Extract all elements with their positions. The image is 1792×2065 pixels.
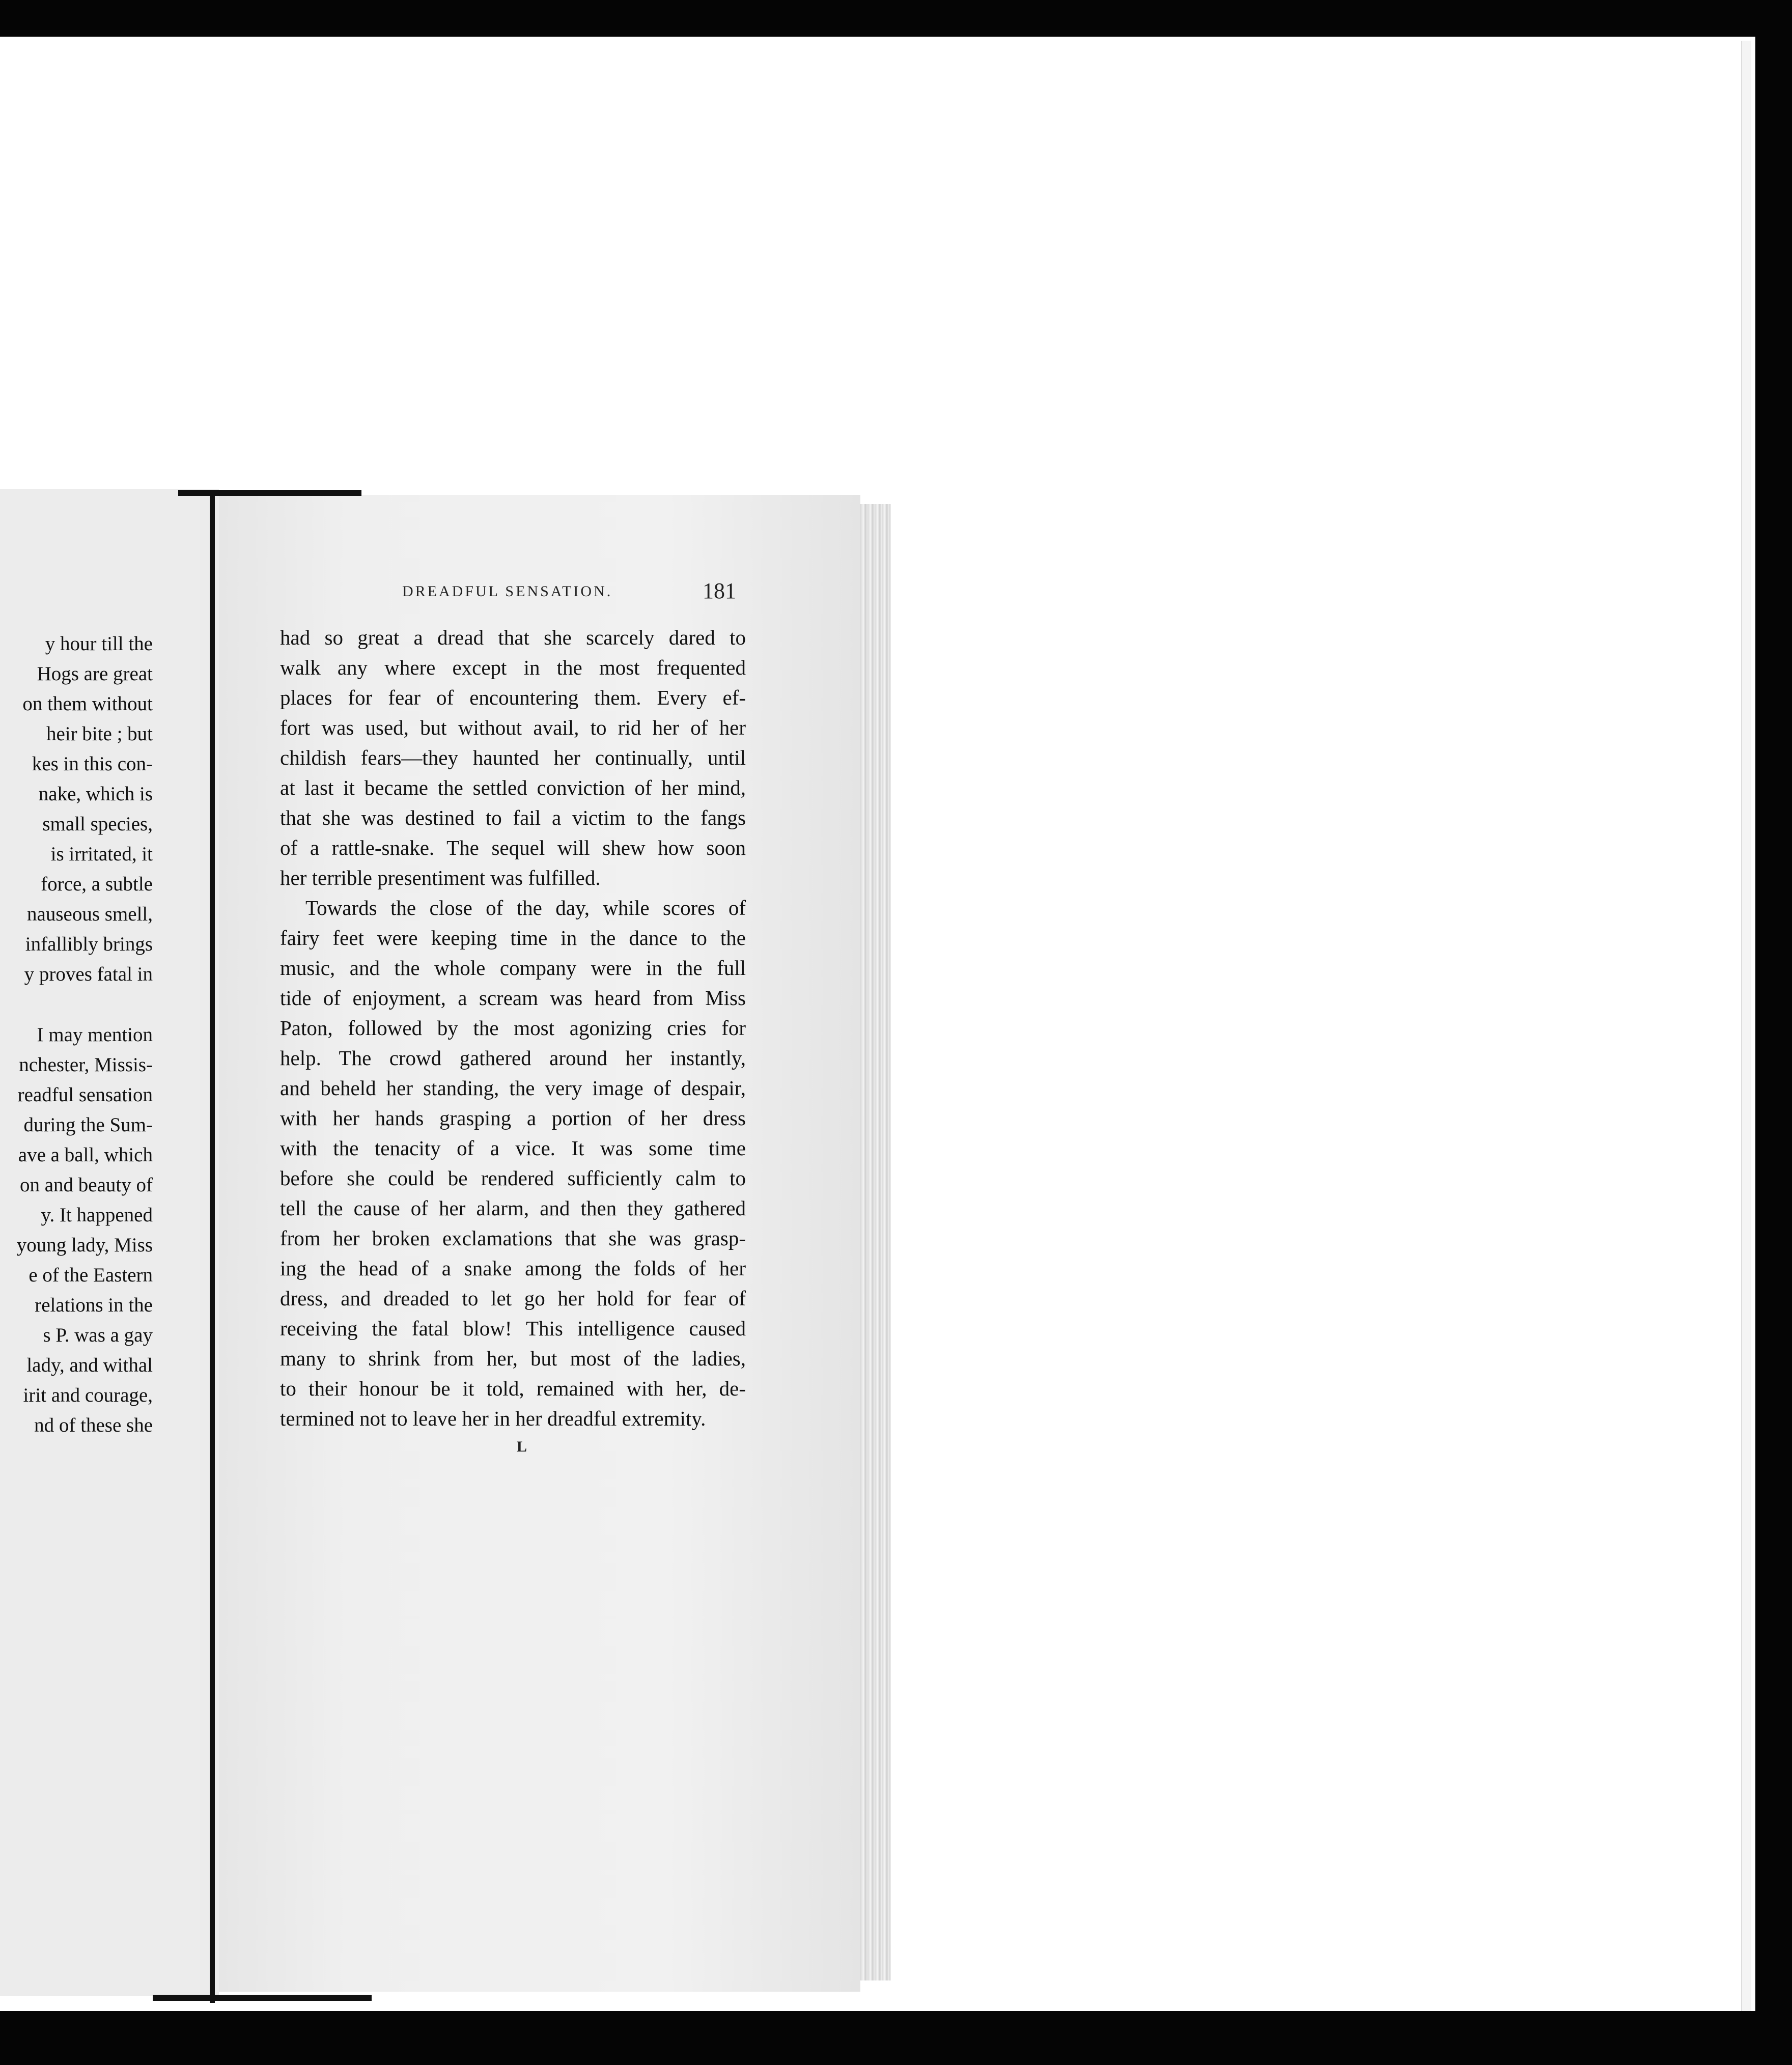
body-text-line: fort was used, but without avail, to rid her of her [280, 716, 746, 739]
left-page-line: nchester, Missis- [19, 1054, 153, 1076]
body-text-line: of a rattle-snake. The sequel will shew how soon [280, 836, 746, 859]
left-facing-page [0, 489, 219, 1996]
left-page-line: Hogs are great [37, 663, 153, 685]
left-page-line: lady, and withal [26, 1354, 153, 1376]
left-page-line: y hour till the [45, 633, 153, 655]
page-edges [860, 504, 891, 1980]
body-text-line: that she was destined to fail a victim to the fangs [280, 806, 746, 829]
body-text-line: help. The crowd gathered around her instantly, [280, 1046, 746, 1070]
left-page-line: infallibly brings [25, 933, 153, 955]
left-page-line: s P. was a gay [43, 1324, 153, 1346]
film-frame-right [1755, 0, 1792, 2065]
page-clip-top [178, 490, 361, 496]
left-page-line: on and beauty of [19, 1174, 153, 1196]
body-text-line: from her broken exclamations that she was grasp- [280, 1226, 746, 1250]
left-page-line: force, a subtle [41, 873, 153, 895]
left-page-line: relations in the [35, 1294, 153, 1316]
left-page-line: kes in this con- [32, 753, 153, 775]
left-page-line: is irritated, it [50, 843, 153, 865]
left-page-line: small species, [42, 813, 153, 835]
left-page-line: y proves fatal in [24, 963, 153, 985]
left-page-line: during the Sum- [23, 1114, 153, 1136]
page-number: 181 [703, 578, 736, 603]
left-page-line: nake, which is [38, 783, 153, 805]
left-page-line: nd of these she [34, 1414, 153, 1436]
body-text-line: at last it became the settled conviction of her mind, [280, 776, 746, 799]
body-text-line: Paton, followed by the most agonizing cries for [280, 1016, 746, 1040]
left-page-line: on them without [22, 693, 153, 715]
body-text-line: fairy feet were keeping time in the dance to the [280, 926, 746, 950]
body-text-line: to their honour be it told, remained with her, de- [280, 1377, 746, 1400]
body-text-line: and beheld her standing, the very image of despair, [280, 1076, 746, 1100]
left-page-line: I may mention [37, 1024, 153, 1046]
body-text-line: childish fears—they haunted her continually, until [280, 746, 746, 769]
body-text-line: termined not to leave her in her dreadful extremity. [280, 1407, 706, 1430]
body-text-line: music, and the whole company were in the full [280, 956, 746, 980]
body-text-line: her terrible presentiment was fulfilled. [280, 866, 601, 889]
body-text-line: Towards the close of the day, while scores of [305, 896, 746, 919]
left-page-line: young lady, Miss [16, 1234, 153, 1256]
left-page-line: e of the Eastern [29, 1264, 153, 1286]
left-page-line: heir bite ; but [46, 723, 153, 745]
signature-mark: L [517, 1438, 527, 1455]
film-frame-top [0, 0, 1792, 37]
body-text-line: with her hands grasping a portion of her dress [280, 1106, 746, 1130]
left-page-line: ave a ball, which [18, 1144, 153, 1166]
body-text-line: walk any where except in the most frequented [280, 656, 746, 679]
body-text-line: before she could be rendered sufficiently calm to [280, 1166, 746, 1190]
film-frame-inner-edge [1741, 41, 1751, 2011]
body-text-line: dress, and dreaded to let go her hold for fear of [280, 1287, 746, 1310]
left-page-line: irit and courage, [23, 1384, 153, 1406]
body-text-line: ing the head of a snake among the folds of her [280, 1257, 746, 1280]
film-frame-bottom [0, 2011, 1792, 2065]
page-clip-bar [210, 490, 215, 2003]
body-text-line: many to shrink from her, but most of the ladies, [280, 1347, 746, 1370]
body-text-line: tide of enjoyment, a scream was heard from Miss [280, 986, 746, 1010]
page-clip-bottom [153, 1995, 372, 2001]
left-page-line: nauseous smell, [27, 903, 153, 925]
body-text-line: places for fear of encountering them. Every ef- [280, 686, 746, 709]
left-page-line: y. It happened [41, 1204, 153, 1226]
body-text-line: had so great a dread that she scarcely dared to [280, 626, 746, 649]
body-text-line: tell the cause of her alarm, and then they gathered [280, 1196, 746, 1220]
body-text-line: with the tenacity of a vice. It was some time [280, 1136, 746, 1160]
running-head: DREADFUL SENSATION. [402, 583, 613, 600]
left-page-line: readful sensation [17, 1084, 153, 1106]
body-text-line: receiving the fatal blow! This intelligence caused [280, 1317, 746, 1340]
